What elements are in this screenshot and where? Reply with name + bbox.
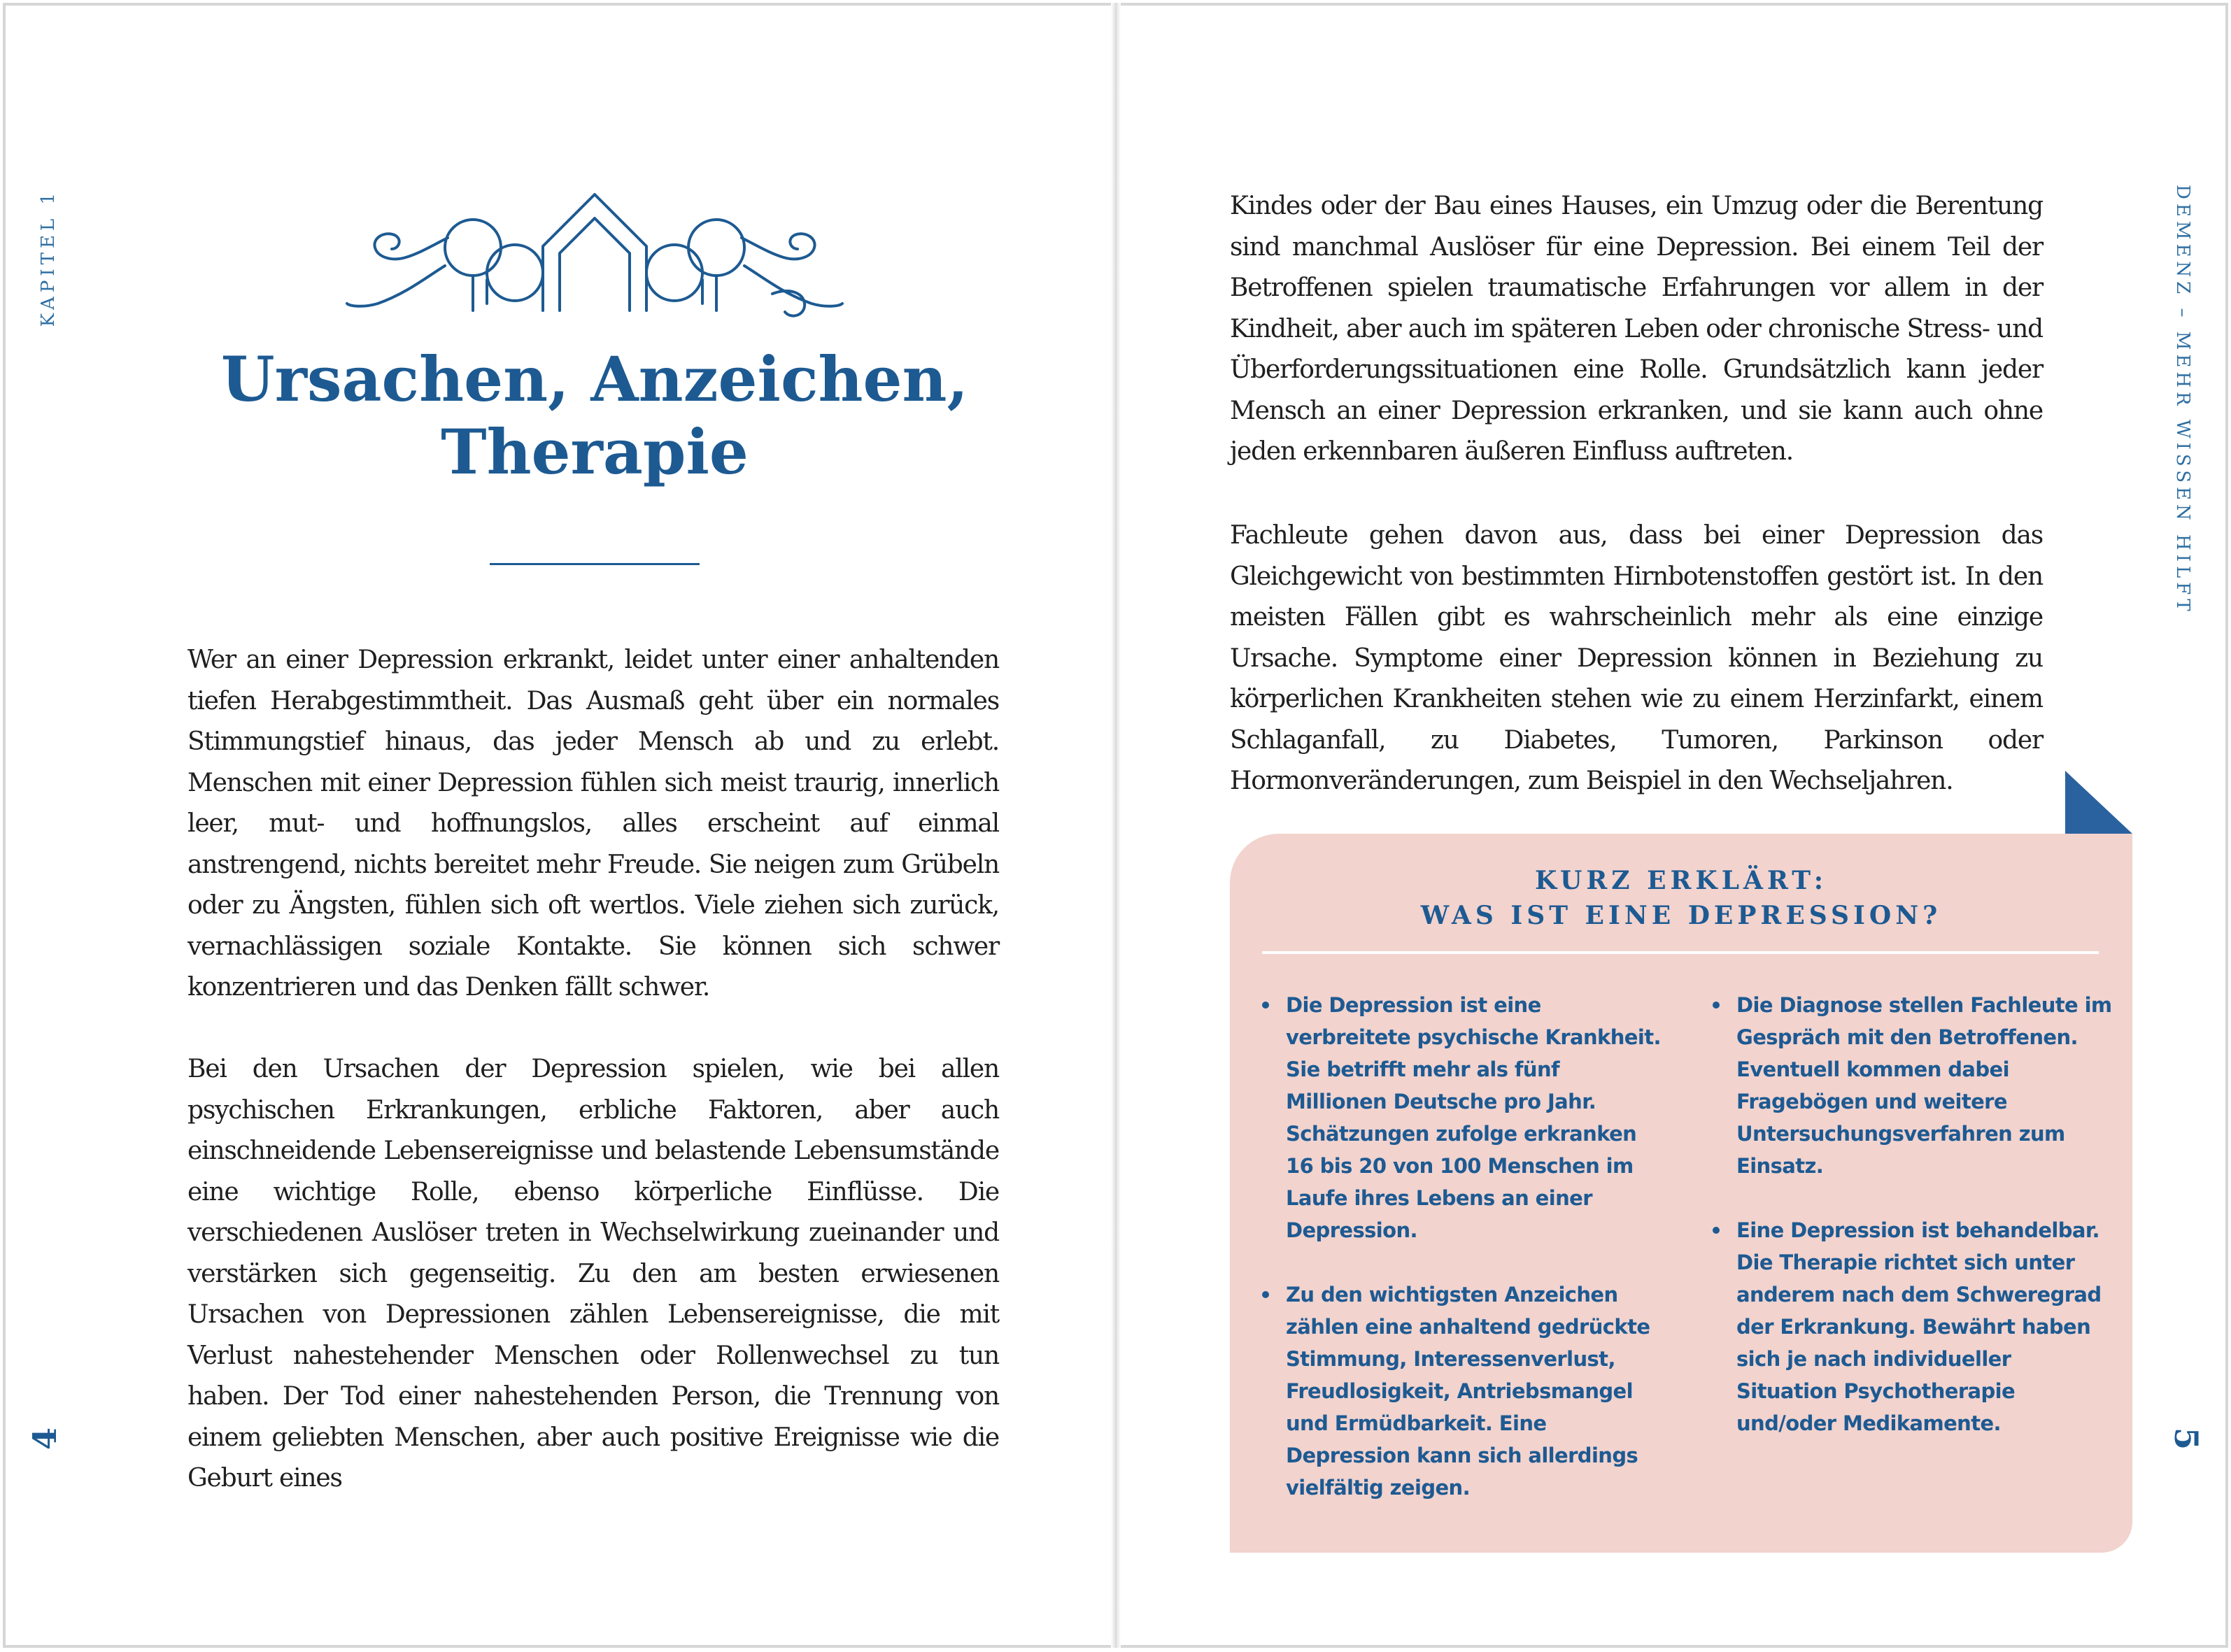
page-title-line1: Ursachen, Anzeichen,	[220, 343, 969, 415]
title-divider	[490, 563, 700, 565]
left-paragraph-2: Bei den Ursachen der Depression spielen, wie bei allen psychischen Erkrankungen, erbliche Faktoren, aber auch einschneidende Lebensereignisse und belastende Lebensumstände eine wichtige Rolle, ebenso körperliche Einflüsse. Die verschiedenen Auslöser treten in Wechselwirkung zueinander und verstärken sich gegenseitig. Zu den am besten erwiesenen Ursachen von Depressionen zählen Lebensereignisse, die mit Verlust nahestehender Menschen oder Rollenwechsel zu tun haben. Der Tod einer nahestehenden Person, die Trennung von einem geliebten Menschen, aber auch positive Ereignisse wie die Geburt eines	[187, 1055, 999, 1493]
right-paragraph-1: Kindes oder der Bau eines Hauses, ein Umzug oder die Berentung sind manchmal Auslöser für eine Depression. Bei einem Teil der Betroffenen spielen traumatische Erfahrungen vor allem in der Kindheit, aber auch im späteren Leben oder chronische Stress- und Überforderungssituationen eine Rolle. Grundsätzlich kann jeder Mensch an einer Depression erkranken, und sie kann auch ohne jeden erkennbaren äußeren Einfluss auftreten.	[1230, 192, 2043, 466]
book-side-label: DEMENZ – MEHR WISSEN HILFT	[2172, 185, 2193, 615]
box-corner-fold-icon	[2065, 771, 2132, 834]
info-bullet	[1258, 989, 1664, 1246]
info-bullet-text: Die Diagnose stellen Fachleute im Gespräch mit den Betroffenen. Eventuell kommen dabei Fragebögen und weitere Untersuchungsverfahren zum Einsatz.	[1736, 993, 2112, 1178]
info-box-title	[1230, 863, 2132, 933]
bullet-dot-icon	[1262, 1291, 1269, 1298]
info-bullet	[1708, 1214, 2114, 1439]
info-box-column-1	[1258, 989, 1664, 1536]
book-gutter	[1111, 3, 1121, 1648]
info-box-title-line2: WAS IST EINE DEPRESSION?	[1420, 901, 1942, 930]
info-bullet	[1708, 989, 2114, 1182]
bullet-dot-icon	[1262, 1002, 1269, 1009]
left-paragraph-1: Wer an einer Depression erkrankt, leidet unter einer anhaltenden tiefen Herabgestimmtheit. Das Ausmaß geht über ein normales Stimmungstief hinaus, das jeder Mensch ab und zu erlebt. Menschen mit einer Depression fühlen sich meist traurig, innerlich leer, mut- und hoffnungslos, alles erscheint auf einmal anstrengend, nichts bereitet mehr Freude. Sie neigen zum Grübeln oder zu Ängsten, fühlen sich oft wertlos. Viele ziehen sich zurück, vernachlässigen soziale Kontakte. Sie können sich schwer konzentrieren und das Denken fällt schwer.	[187, 646, 999, 1002]
page-title	[175, 343, 1014, 488]
bullet-dot-icon	[1713, 1002, 1720, 1009]
info-bullet-text: Zu den wichtigsten Anzeichen zählen eine anhaltend gedrückte Stimmung, Interessenverlust, Freudlosigkeit, Antriebsmangel und Ermüdbarkeit. Eine Depression kann sich allerdings vielfältig zeigen.	[1286, 1283, 1650, 1500]
page-title-line2: Therapie	[441, 415, 749, 488]
info-box-column-2	[1708, 989, 2114, 1472]
info-box	[1230, 834, 2132, 1553]
info-bullet	[1258, 1279, 1664, 1504]
house-ornament-icon	[343, 189, 847, 329]
page-number-right: 5	[2167, 1427, 2205, 1451]
bullet-dot-icon	[1713, 1227, 1720, 1234]
chapter-side-label: KAPITEL 1	[38, 189, 59, 327]
right-paragraph-2: Fachleute gehen davon aus, dass bei einer Depression das Gleichgewicht von bestimmten Hirnbotenstoffen gestört ist. In den meisten Fällen gibt es wahrscheinlich mehr als eine einzige Ursache. Symptome einer Depression können in Beziehung zu körperlichen Krankheiten stehen wie zu einem Herzinfarkt, einem Schlaganfall, zu Diabetes, Tumoren, Parkinson oder Hormonveränderungen, zum Beispiel in den Wechseljahren.	[1230, 521, 2043, 795]
info-box-title-line1: KURZ ERKLÄRT:	[1534, 866, 1828, 895]
page-number-left: 4	[26, 1427, 64, 1451]
info-bullet-text: Die Depression ist eine verbreitete psychische Krankheit. Sie betrifft mehr als fünf Millionen Deutsche pro Jahr. Schätzungen zufolge erkranken 16 bis 20 von 100 Menschen im Laufe ihres Lebens an einer Depression.	[1286, 993, 1661, 1242]
info-box-divider	[1262, 951, 2099, 954]
info-bullet-text: Eine Depression ist behandelbar. Die Therapie richtet sich unter anderem nach dem Schweregrad der Erkrankung. Bewährt haben sich je nach individueller Situation Psychotherapie und/oder Medikamente.	[1736, 1218, 2102, 1435]
